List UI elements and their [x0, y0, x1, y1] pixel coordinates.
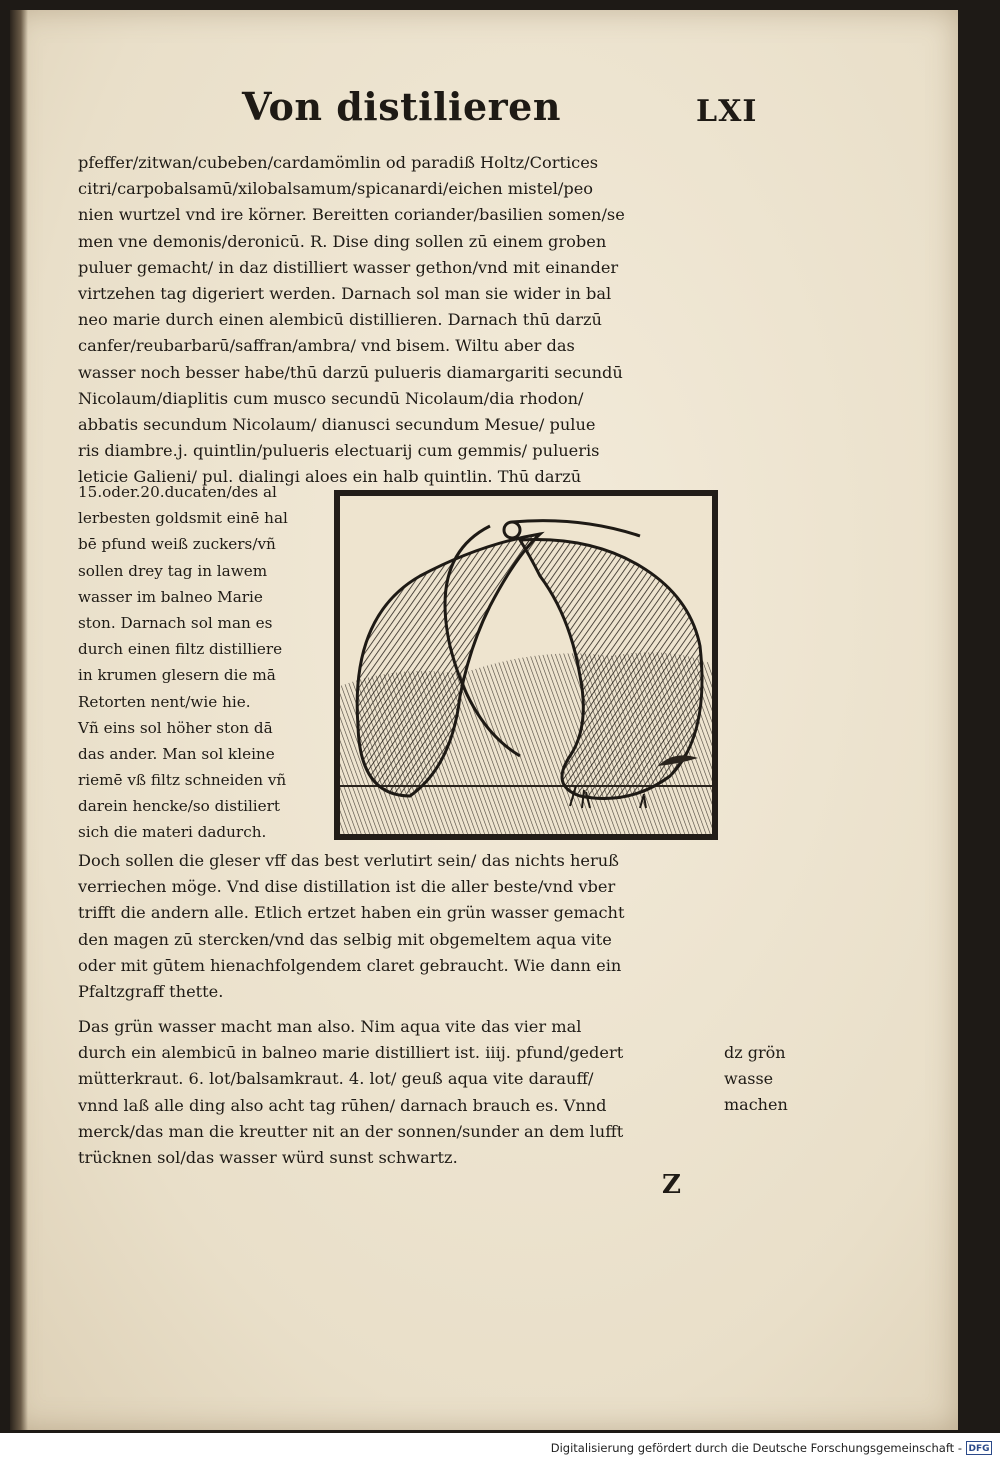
text-line: sollen drey tag in lawem	[78, 561, 268, 580]
text-line: das ander. Man sol kleine	[78, 744, 275, 763]
text-line: durch einen filtz distilliere	[78, 640, 283, 659]
text-line: virtzehen tag digeriert werden. Darnach sol man sie wider in bal	[78, 283, 612, 303]
page-header-title: Von distilieren	[242, 84, 561, 129]
text-line: darein hencke/so distiliert	[78, 797, 281, 816]
text-line: mütterkraut. 6. lot/balsamkraut. 4. lot/ geuß aqua vite darauff/	[78, 1069, 594, 1089]
page-spine-shadow	[10, 10, 28, 1430]
text-line: abbatis secundum Nicolaum/ dianusci secundum Mesue/ pulue	[78, 414, 596, 434]
text-line: vnnd laß alle ding also acht tag rūhen/ darnach brauch es. Vnnd	[78, 1095, 607, 1115]
text-block-top	[78, 150, 718, 490]
text-line: Doch sollen die gleser vff das best verlutirt sein/ das nichts heruß	[78, 851, 619, 870]
margin-note-line: machen	[724, 1095, 788, 1115]
text-line: 15.oder.20.ducaten/des al	[78, 483, 277, 501]
funding-credit: Digitalisierung gefördert durch die Deutsche Forschungsgemeinschaft -	[550, 1441, 962, 1455]
margin-note-line: dz grön	[724, 1043, 786, 1062]
text-line: ston. Darnach sol man es	[78, 613, 273, 632]
text-line: Vñ eins sol höher ston dā	[78, 718, 273, 737]
text-line: riemē vß filtz schneiden vñ	[78, 771, 287, 790]
footer-bar	[0, 1433, 1000, 1465]
text-line: lerbesten goldsmit einē hal	[78, 509, 288, 528]
text-line: pfeffer/zitwan/cubeben/cardamömlin od paradiß Holtz/Cortices	[78, 153, 599, 172]
text-line: merck/das man die kreutter nit an der sonnen/sunder an dem lufft	[78, 1121, 624, 1141]
text-line: wasser im balneo Marie	[78, 587, 263, 606]
text-line: nien wurtzel vnd ire körner. Bereitten coriander/basilien somen/se	[78, 205, 625, 225]
text-line: sich die materi dadurch.	[78, 823, 267, 842]
text-line: trifft die andern alle. Etlich ertzet haben ein grün wasser gemacht	[78, 903, 625, 923]
text-line: bē pfund weiß zuckers/vñ	[78, 535, 276, 554]
text-line: durch ein alembicū in balneo marie distilliert ist. iiij. pfund/gedert	[78, 1043, 624, 1063]
text-line: Retorten nent/wie hie.	[78, 692, 251, 711]
text-line: wasser noch besser habe/thū darzū pulueris diamargariti secundū	[78, 362, 623, 382]
text-line: citri/carpobalsamū/xilobalsamum/spicanardi/eichen mistel/peo	[78, 179, 594, 199]
text-line: verriechen möge. Vnd dise distillation ist die aller beste/vnd vber	[78, 877, 616, 897]
text-block-bottom	[78, 1014, 718, 1171]
text-line: Pfaltzgraff thette.	[78, 981, 224, 1001]
book-page	[10, 10, 958, 1430]
retort-illustration	[340, 496, 712, 834]
text-line: puluer gemacht/ in daz distilliert wasser gethon/vnd mit einander	[78, 257, 619, 277]
text-line: canfer/reubarbarū/saffran/ambra/ vnd bisem. Wiltu aber das	[78, 336, 575, 356]
text-line: ris diambre.j. quintlin/pulueris electuarij cum gemmis/ pulueris	[78, 441, 600, 461]
text-line: trücknen sol/das wasser würd sunst schwartz.	[78, 1147, 458, 1167]
text-line: Das grün wasser macht man also. Nim aqua vite das vier mal	[78, 1017, 582, 1036]
text-block-beside-illustration	[78, 479, 330, 846]
text-line: in krumen glesern die mā	[78, 666, 276, 685]
text-line: men vne demonis/deronicū. R. Dise ding sollen zū einem groben	[78, 231, 607, 251]
text-line: neo marie durch einen alembicū distillieren. Darnach thū darzū	[78, 310, 602, 330]
retort-woodcut-icon	[334, 490, 718, 840]
catchword: Z	[662, 1170, 681, 1200]
text-line: den magen zū stercken/vnd das selbig mit obgemeltem aqua vite	[78, 929, 612, 949]
folio-number: LXI	[696, 94, 758, 129]
marginal-note	[724, 1040, 804, 1119]
margin-note-line: wasse	[724, 1069, 774, 1089]
text-line: Nicolaum/diaplitis cum musco secundū Nicolaum/dia rhodon/	[78, 388, 584, 408]
text-line: leticie Galieni/ pul. dialingi aloes ein halb quintlin. Thū darzū	[78, 467, 582, 487]
dfg-logo-icon: DFG	[966, 1441, 992, 1455]
text-line: oder mit gūtem hienachfolgendem claret gebraucht. Wie dann ein	[78, 955, 622, 975]
text-block-middle	[78, 848, 718, 1005]
